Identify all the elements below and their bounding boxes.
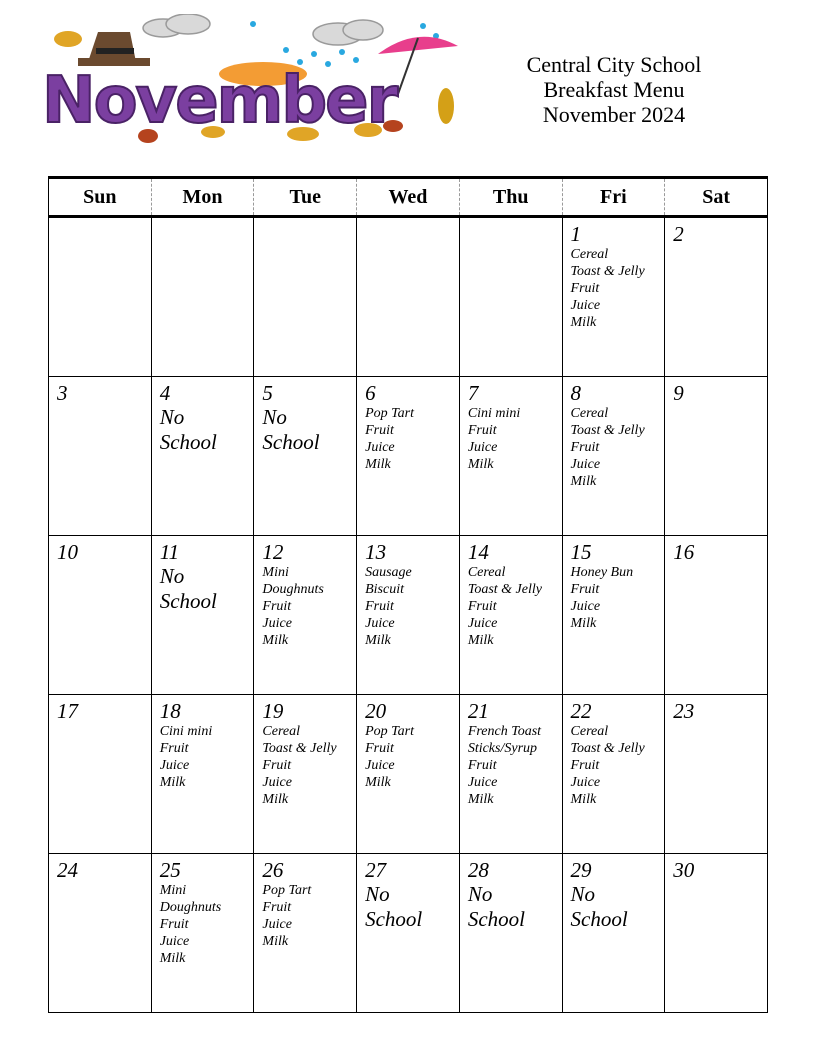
calendar-day-cell (357, 217, 460, 377)
no-school-label: No (159, 564, 185, 588)
calendar-day-cell (459, 377, 562, 536)
menu-item: Doughnuts (159, 900, 222, 915)
menu-item: Milk (262, 934, 289, 949)
weekday-header-mon: Mon (151, 178, 254, 217)
menu-item: Juice (159, 758, 190, 773)
day-number: 12 (262, 540, 284, 564)
weekday-header-fri: Fri (562, 178, 665, 217)
day-number: 11 (159, 540, 180, 564)
calendar-day-cell (357, 536, 460, 695)
calendar-day-cell (562, 854, 665, 1013)
day-number: 18 (159, 699, 181, 723)
menu-item: Cereal (467, 565, 506, 580)
menu-item: Doughnuts (262, 582, 324, 597)
menu-item: Sausage (365, 565, 412, 580)
calendar-day-cell (151, 854, 254, 1013)
menu-item: Fruit (570, 582, 600, 597)
day-number: 2 (673, 222, 684, 246)
menu-item: Toast & Jelly (467, 582, 542, 597)
calendar-day-cell (151, 536, 254, 695)
calendar-day-cell (357, 377, 460, 536)
calendar-day-cell (254, 536, 357, 695)
day-number: 3 (57, 381, 68, 405)
school-name: Central City School (526, 52, 702, 77)
menu-item: Juice (262, 775, 292, 790)
day-number: 26 (262, 858, 284, 882)
menu-item: Juice (159, 934, 190, 949)
menu-item: Fruit (262, 758, 292, 773)
calendar-day-cell (151, 217, 254, 377)
menu-item: Mini (262, 565, 289, 580)
day-number: 9 (673, 381, 684, 405)
day-number: 13 (365, 540, 387, 564)
menu-item: Milk (570, 474, 597, 489)
calendar-day-cell (49, 695, 152, 854)
calendar-day-cell (459, 217, 562, 377)
calendar-day-cell (665, 854, 768, 1013)
menu-name: Breakfast Menu (543, 77, 685, 102)
menu-item: Fruit (365, 423, 394, 438)
calendar-day-cell (254, 695, 357, 854)
menu-item: French Toast (467, 724, 542, 739)
calendar-day-cell (562, 536, 665, 695)
day-number: 6 (365, 381, 376, 405)
menu-item: Juice (570, 298, 601, 313)
menu-item: Cereal (570, 724, 609, 739)
menu-item: Juice (570, 457, 601, 472)
menu-item: Fruit (159, 917, 189, 932)
calendar-week-row (49, 854, 768, 1013)
no-school-label: School (159, 430, 217, 454)
menu-item: Milk (159, 775, 186, 790)
menu-item: Fruit (467, 599, 497, 614)
calendar-week-row (49, 377, 768, 536)
menu-item: Cereal (570, 247, 609, 262)
menu-item: Fruit (262, 599, 292, 614)
calendar-day-cell (459, 695, 562, 854)
calendar-day-cell (459, 854, 562, 1013)
day-number: 30 (673, 858, 695, 882)
menu-item: Cini mini (467, 406, 521, 421)
menu-item: Fruit (365, 741, 394, 756)
menu-item: Toast & Jelly (262, 741, 337, 756)
calendar-day-cell (665, 217, 768, 377)
menu-item: Milk (467, 792, 494, 807)
calendar-day-cell (49, 854, 152, 1013)
calendar-day-cell (254, 854, 357, 1013)
menu-item: Fruit (570, 440, 600, 455)
banner-word: November (42, 64, 397, 138)
calendar-week-row (49, 217, 768, 377)
day-number: 24 (57, 858, 78, 882)
menu-item: Juice (467, 440, 498, 455)
calendar-day-cell (665, 377, 768, 536)
no-school-label: School (467, 907, 525, 931)
day-number: 29 (570, 858, 592, 882)
menu-item: Cereal (570, 406, 609, 421)
menu-item: Pop Tart (365, 406, 414, 421)
day-number: 16 (673, 540, 695, 564)
day-number: 23 (673, 699, 695, 723)
weekday-header-thu: Thu (459, 178, 562, 217)
calendar-day-cell (357, 854, 460, 1013)
menu-item: Cereal (262, 724, 300, 739)
day-number: 20 (365, 699, 387, 723)
no-school-label: No (570, 882, 596, 906)
menu-item: Milk (467, 633, 494, 648)
calendar-day-cell (254, 377, 357, 536)
calendar-day-cell (49, 377, 152, 536)
day-number: 17 (57, 699, 78, 723)
calendar-day-cell (49, 217, 152, 377)
november-banner-image (38, 14, 468, 144)
menu-item: Fruit (570, 758, 600, 773)
day-number: 10 (57, 540, 78, 564)
calendar-day-cell (665, 695, 768, 854)
day-number: 25 (159, 858, 181, 882)
day-number: 7 (467, 381, 479, 405)
calendar-week-row (49, 536, 768, 695)
no-school-label: No (467, 882, 493, 906)
no-school-label: School (365, 907, 423, 931)
day-number: 8 (570, 381, 582, 405)
calendar-day-cell (562, 695, 665, 854)
menu-item: Fruit (159, 741, 189, 756)
day-number: 5 (262, 381, 273, 405)
breakfast-calendar (48, 176, 768, 1013)
day-number: 15 (570, 540, 592, 564)
menu-item: Milk (365, 633, 391, 648)
menu-item: Milk (159, 951, 186, 966)
no-school-label: School (159, 589, 217, 613)
menu-item: Juice (365, 616, 395, 631)
calendar-day-cell (459, 536, 562, 695)
calendar-day-cell (562, 217, 665, 377)
menu-item: Milk (365, 457, 391, 472)
menu-item: Biscuit (365, 582, 404, 597)
menu-item: Fruit (262, 900, 292, 915)
menu-item: Juice (262, 616, 292, 631)
calendar-day-cell (49, 536, 152, 695)
no-school-label: No (262, 405, 287, 429)
menu-item: Toast & Jelly (570, 741, 645, 756)
menu-item: Fruit (467, 423, 497, 438)
menu-item: Sticks/Syrup (467, 741, 538, 756)
no-school-label: School (262, 430, 320, 454)
menu-item: Pop Tart (365, 724, 414, 739)
menu-item: Juice (570, 599, 601, 614)
menu-item: Fruit (467, 758, 497, 773)
day-number: 4 (159, 381, 171, 405)
menu-item: Juice (365, 440, 395, 455)
no-school-label: School (570, 907, 628, 931)
weekday-header-sun: Sun (49, 178, 152, 217)
menu-item: Pop Tart (262, 883, 312, 898)
menu-item: Milk (467, 457, 494, 472)
menu-item: Juice (365, 758, 395, 773)
menu-item: Fruit (365, 599, 394, 614)
menu-title-block (480, 52, 748, 127)
menu-item: Toast & Jelly (570, 264, 645, 279)
menu-item: Cini mini (159, 724, 213, 739)
menu-item: Fruit (570, 281, 600, 296)
menu-item: Milk (570, 315, 597, 330)
day-number: 27 (365, 858, 387, 882)
no-school-label: No (365, 882, 390, 906)
menu-item: Milk (570, 616, 597, 631)
menu-item: Toast & Jelly (570, 423, 645, 438)
calendar-day-cell (254, 217, 357, 377)
calendar-day-cell (665, 536, 768, 695)
menu-item: Milk (365, 775, 391, 790)
weekday-header-wed: Wed (357, 178, 460, 217)
calendar-day-cell (562, 377, 665, 536)
calendar-week-row (49, 695, 768, 854)
day-number: 1 (570, 222, 582, 246)
menu-item: Juice (570, 775, 601, 790)
calendar-day-cell (357, 695, 460, 854)
menu-item: Milk (570, 792, 597, 807)
calendar-day-cell (151, 695, 254, 854)
day-number: 22 (570, 699, 592, 723)
month-year: November 2024 (542, 102, 686, 127)
menu-item: Juice (467, 616, 498, 631)
menu-item: Honey Bun (570, 565, 634, 580)
day-number: 14 (467, 540, 489, 564)
no-school-label: No (159, 405, 185, 429)
menu-item: Mini (159, 883, 187, 898)
day-number: 21 (467, 699, 489, 723)
menu-item: Juice (262, 917, 292, 932)
weekday-header-sat: Sat (665, 178, 768, 217)
weekday-header-row (49, 178, 768, 217)
menu-item: Milk (262, 792, 289, 807)
calendar-day-cell (151, 377, 254, 536)
menu-item: Juice (467, 775, 498, 790)
day-number: 28 (467, 858, 489, 882)
menu-item: Milk (262, 633, 289, 648)
weekday-header-tue: Tue (254, 178, 357, 217)
day-number: 19 (262, 699, 284, 723)
